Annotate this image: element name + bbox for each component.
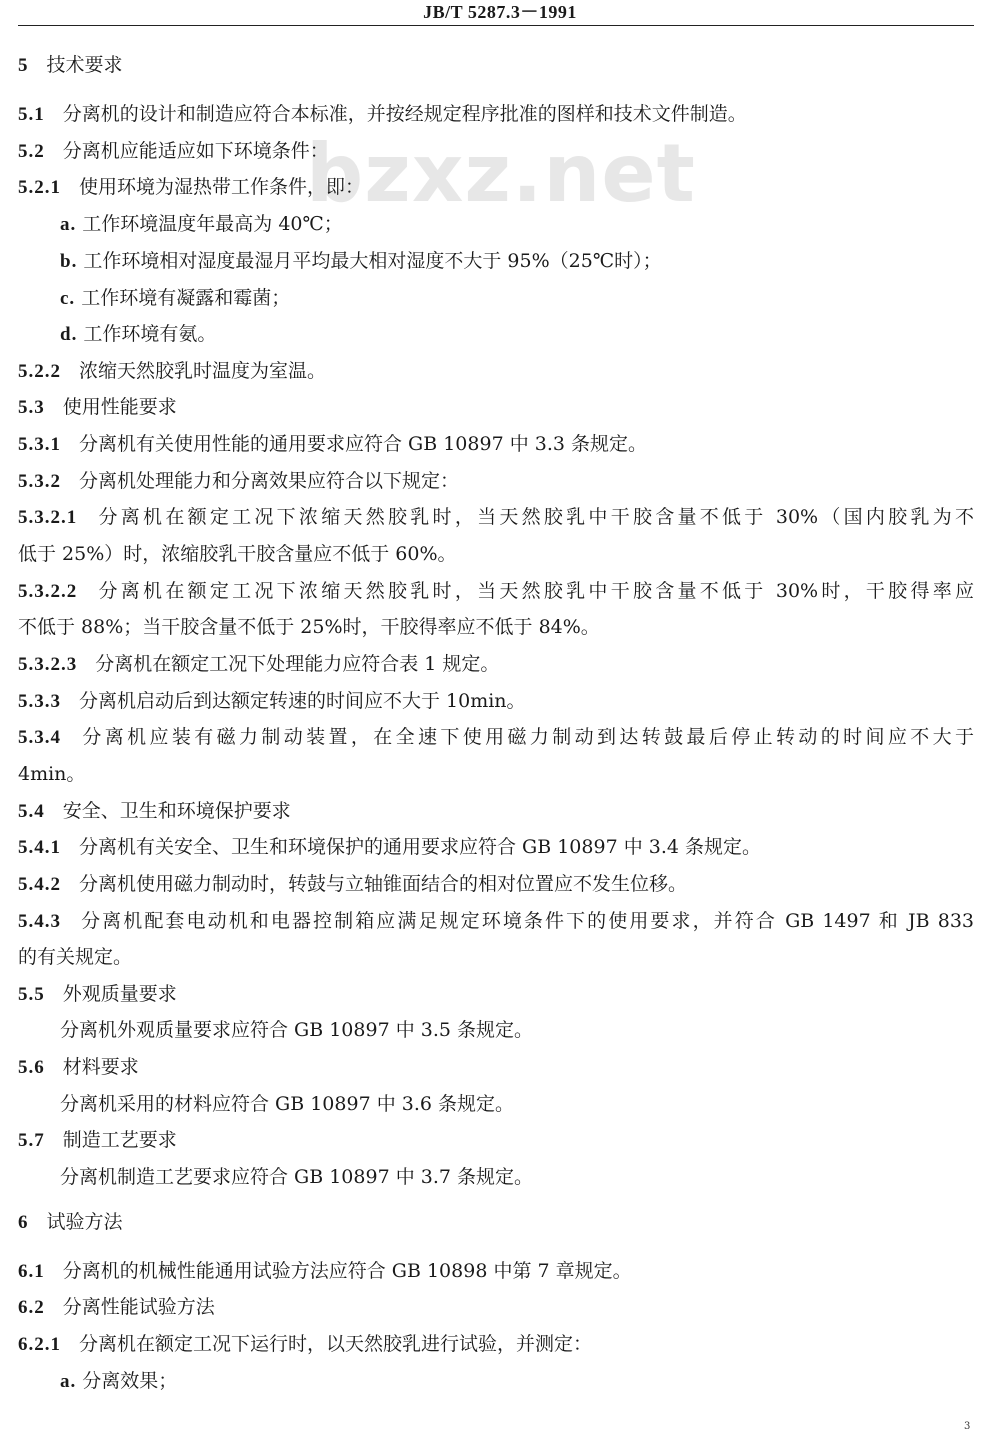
clause-line: 5.3 使用性能要求 xyxy=(18,396,177,418)
clause-line: 5.7 制造工艺要求 xyxy=(18,1129,177,1151)
clause-line: 5.2.1 使用环境为湿热带工作条件，即： xyxy=(18,176,365,198)
clause-body: 分离机外观质量要求应符合 GB 10897 中 3.5 条规定。 xyxy=(60,1019,533,1041)
watermark: bzxz.net xyxy=(306,127,696,220)
section-heading: 5 技术要求 xyxy=(18,54,123,76)
list-item: d. 工作环境有氨。 xyxy=(60,323,217,345)
clause-continuation: 4min。 xyxy=(18,763,86,785)
clause-line: 5.3.2.3 分离机在额定工况下处理能力应符合表 1 规定。 xyxy=(18,653,500,675)
clause-continuation: 的有关规定。 xyxy=(18,946,133,968)
header-rule xyxy=(18,25,974,26)
clause-body: 分离机制造工艺要求应符合 GB 10897 中 3.7 条规定。 xyxy=(60,1166,533,1188)
clause-line: 5.4.3 分离机配套电动机和电器控制箱应满足规定环境条件下的使用要求，并符合 GB 1497 和 JB 833 xyxy=(18,910,974,932)
clause-line: 5.4 安全、卫生和环境保护要求 xyxy=(18,800,291,822)
clause-line: 5.2 分离机应能适应如下环境条件： xyxy=(18,140,329,162)
section-heading: 6 试验方法 xyxy=(18,1211,123,1233)
clause-line: 5.3.1 分离机有关使用性能的通用要求应符合 GB 10897 中 3.3 条规定。 xyxy=(18,433,647,455)
clause-line: 5.6 材料要求 xyxy=(18,1056,139,1078)
clause-line: 5.5 外观质量要求 xyxy=(18,983,177,1005)
list-item: a. 分离效果； xyxy=(60,1370,178,1392)
clause-continuation: 低于 25%）时，浓缩胶乳干胶含量应不低于 60%。 xyxy=(18,543,457,565)
list-item: b. 工作环境相对湿度最湿月平均最大相对湿度不大于 95%（25℃时）； xyxy=(60,250,662,272)
page-number: 3 xyxy=(964,1421,971,1432)
list-item: c. 工作环境有凝露和霉菌； xyxy=(60,287,291,309)
clause-body: 分离机采用的材料应符合 GB 10897 中 3.6 条规定。 xyxy=(60,1093,514,1115)
clause-line: 6.1 分离机的机械性能通用试验方法应符合 GB 10898 中第 7 章规定。 xyxy=(18,1260,632,1282)
list-item: a. 工作环境温度年最高为 40℃； xyxy=(60,213,343,235)
clause-line: 5.3.2.2 分离机在额定工况下浓缩天然胶乳时，当天然胶乳中干胶含量不低于 30%时，干胶得率应 xyxy=(18,580,974,602)
clause-line: 5.3.2.1 分离机在额定工况下浓缩天然胶乳时，当天然胶乳中干胶含量不低于 30%（国内胶乳为不 xyxy=(18,506,974,528)
clause-line: 5.1 分离机的设计和制造应符合本标准，并按经规定程序批准的图样和技术文件制造。 xyxy=(18,103,747,125)
clause-line: 5.3.4 分离机应装有磁力制动装置，在全速下使用磁力制动到达转鼓最后停止转动的时间应不大于 xyxy=(18,726,974,748)
standard-code: JB/T 5287.3－1991 xyxy=(423,2,577,22)
clause-line: 5.2.2 浓缩天然胶乳时温度为室温。 xyxy=(18,360,327,382)
clause-line: 5.3.2 分离机处理能力和分离效果应符合以下规定： xyxy=(18,470,460,492)
clause-line: 5.3.3 分离机启动后到达额定转速的时间应不大于 10min。 xyxy=(18,690,526,712)
clause-continuation: 不低于 88%；当干胶含量不低于 25%时，干胶得率应不低于 84%。 xyxy=(18,616,600,638)
page-header xyxy=(0,0,1000,28)
clause-line: 5.4.1 分离机有关安全、卫生和环境保护的通用要求应符合 GB 10897 中 3.4 条规定。 xyxy=(18,836,761,858)
clause-line: 5.4.2 分离机使用磁力制动时，转鼓与立轴锥面结合的相对位置应不发生位移。 xyxy=(18,873,688,895)
clause-line: 6.2.1 分离机在额定工况下运行时，以天然胶乳进行试验，并测定： xyxy=(18,1333,593,1355)
clause-line: 6.2 分离性能试验方法 xyxy=(18,1296,215,1318)
